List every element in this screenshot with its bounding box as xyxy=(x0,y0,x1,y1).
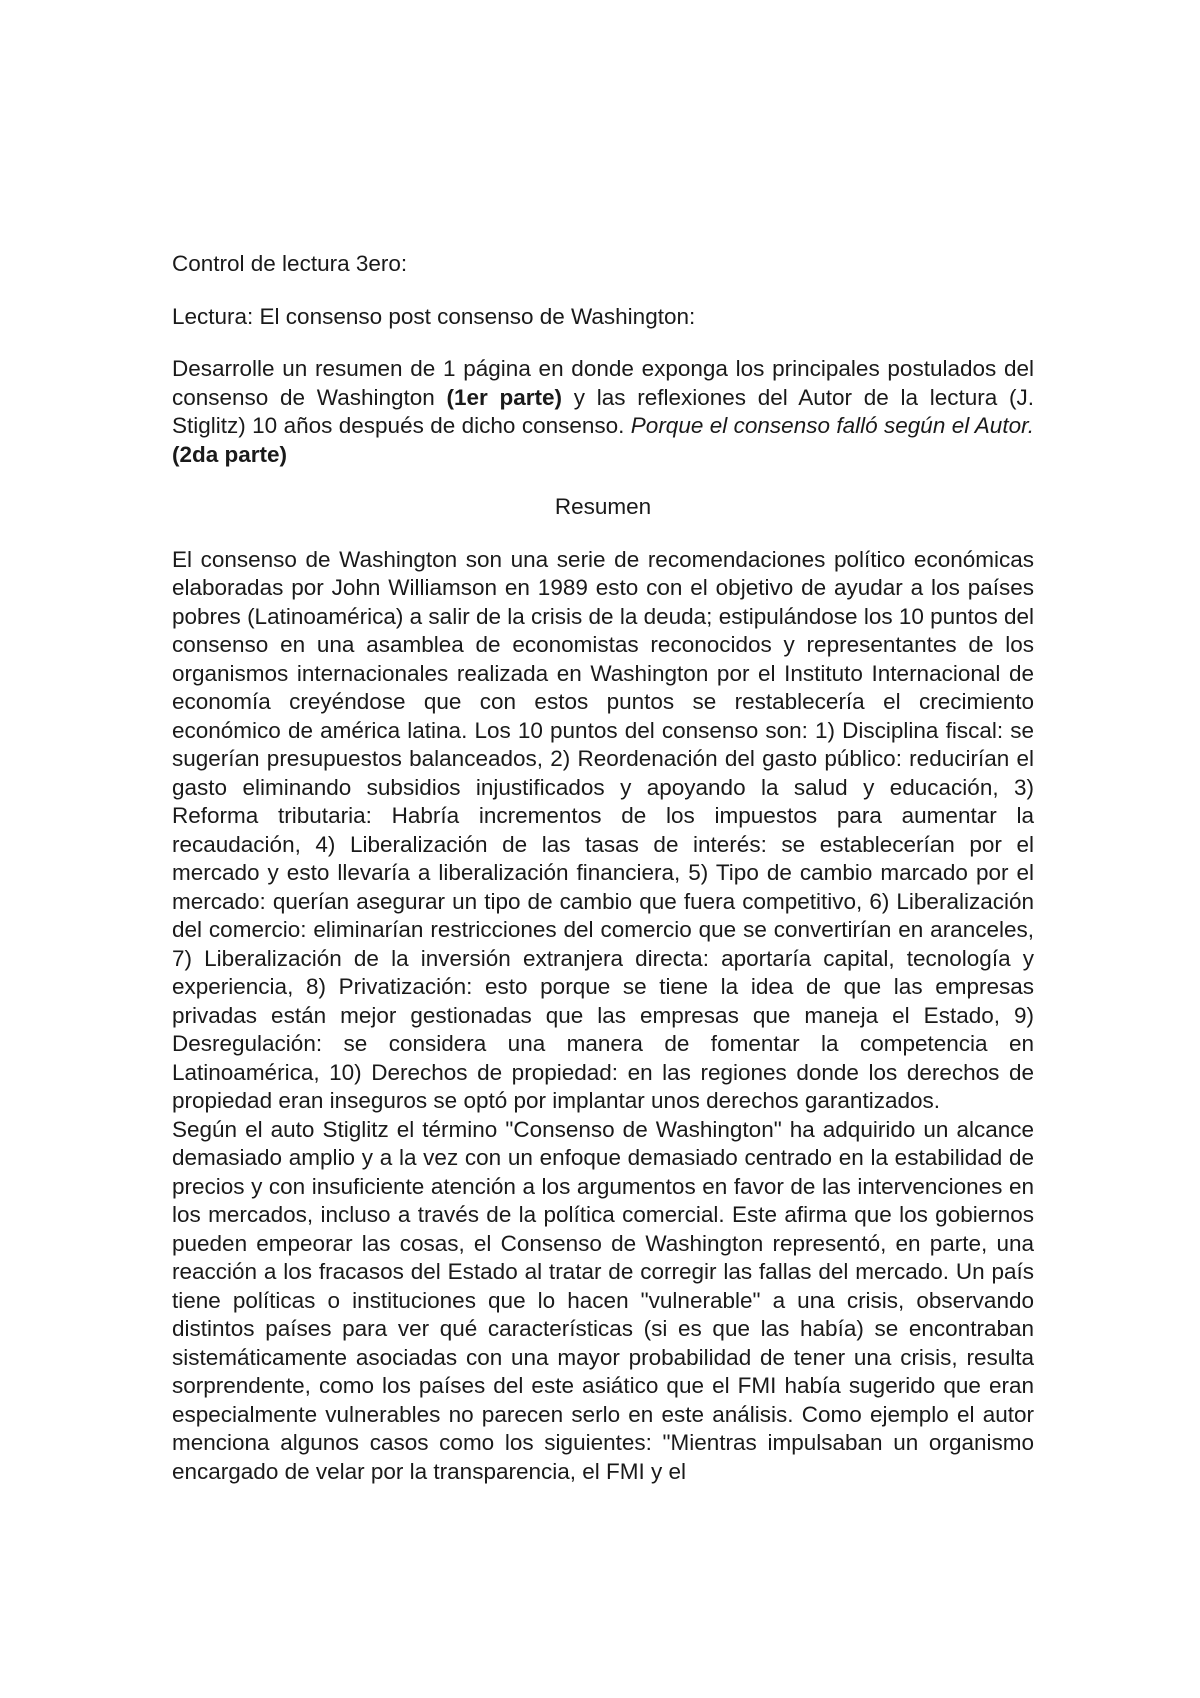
instructions-bold-part-2: (2da parte) xyxy=(172,441,288,467)
instructions-bold-part-1: (1er parte) xyxy=(446,384,563,410)
document-title: Control de lectura 3ero: xyxy=(172,251,408,276)
reading-title: Lectura: El consenso post consenso de Washington: xyxy=(172,303,696,329)
document-page xyxy=(172,250,1034,1486)
instructions-paragraph xyxy=(172,355,1034,469)
summary-paragraph-2: Según el auto Stiglitz el término "Consenso de Washington" ha adquirido un alcance demasiado amplio y a la vez con un enfoque demasiado centrado en la estabilidad de precios y con insuficiente atención a los argumentos en favor de las intervenciones en los mercados, incluso a través de la política comercial. Este afirma que los gobiernos pueden empeorar las cosas, el Consenso de Washington representó, en parte, una reacción a los fracasos del Estado al tratar de corregir las fallas del mercado. Un país tiene políticas o instituciones que lo hacen "vulnerable" a una crisis, observando distintos países para ver qué características (si es que las había) se encontraban sistemáticamente asociadas con una mayor probabilidad de tener una crisis, resulta sorprendente, como los países del este asiático que el FMI había sugerido que eran especialmente vulnerables no parecen serlo en este análisis. Como ejemplo el autor menciona algunos casos como los siguientes: "Mientras impulsaban un organismo encargado de velar por la transparencia, el FMI y el xyxy=(172,1116,1034,1484)
instructions-text-a: Desarrolle un resumen de 1 página en donde exponga los principales postulados del consenso de Washington xyxy=(172,356,1034,410)
section-heading: Resumen xyxy=(554,494,652,519)
summary-paragraph-1: El consenso de Washington son una serie de recomendaciones político económicas elaboradas por John Williamson en 1989 esto con el objetivo de ayudar a los países pobres (Latinoamérica) a salir de la crisis de la deuda; estipulándose los 10 puntos del consenso en una asamblea de economistas reconocidos y representantes de los organismos internacionales realizada en Washington por el Instituto Internacional de economía creyéndose que con estos puntos se restablecería el crecimiento económico de américa latina. Los 10 puntos del consenso son: 1) Disciplina fiscal: se sugerían presupuestos balanceados, 2) Reordenación del gasto público: reducirían el gasto eliminando subsidios injustificados y apoyando la salud y educación, 3) Reforma tributaria: Habría incrementos de los impuestos para aumentar la recaudación, 4) Liberalización de las tasas de interés: se establecerían por el mercado y esto llevaría a liberalización financiera, 5) Tipo de cambio marcado por el mercado: querían asegurar un tipo de cambio que fuera competitivo, 6) Liberalización del comercio: eliminarían restricciones del comercio que se convertirían en aranceles, 7) Liberalización de la inversión extranjera directa: aportaría capital, tecnología y experiencia, 8) Privatización: esto porque se tiene la idea de que las empresas privadas están mejor gestionadas que las empresas que maneja el Estado, 9) Desregulación: se considera una manera de fomentar la competencia en Latinoamérica, 10) Derechos de propiedad: en las regiones donde los derechos de propiedad eran inseguros se optó por implantar unos derechos garantizados. xyxy=(172,546,1034,1113)
instructions-italic: Porque el consenso falló según el Autor. xyxy=(630,413,1034,438)
instructions-text-b: y las reflexiones del Autor de la lectura (J. Stiglitz) 10 años después de dicho consenso. xyxy=(172,384,1034,438)
